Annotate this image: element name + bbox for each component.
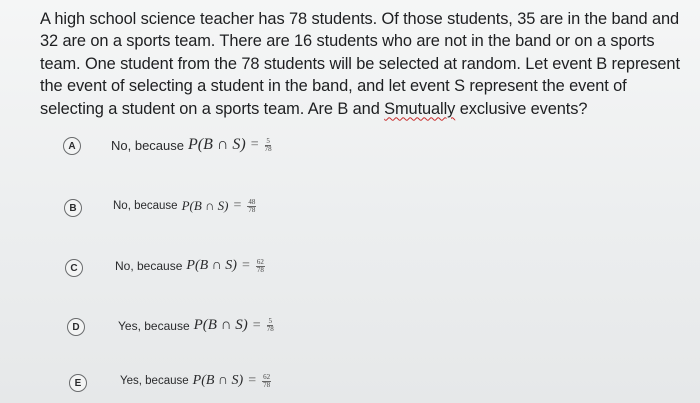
option-a-text[interactable] [111,136,272,154]
option-a-expression: P(B ∩ S) [188,136,246,153]
option-b-equals: = [233,198,242,213]
option-a-prefix: No, because [111,137,184,153]
option-c-equals: = [241,258,250,273]
option-c-fraction [256,259,265,274]
option-d-prefix: Yes, because [118,318,190,333]
option-e-fraction [262,374,271,389]
misspelled-word: Smutually [384,99,456,118]
option-c-expression: P(B ∩ S) [186,258,237,273]
option-b-prefix: No, because [113,200,178,212]
option-c-text[interactable] [115,258,265,274]
option-b-bubble[interactable]: B [64,199,82,217]
option-b-fraction [247,199,256,214]
option-e-denominator: 78 [263,380,271,389]
option-c[interactable] [65,255,83,281]
option-d-equals: = [252,317,261,333]
option-c-denominator: 78 [256,265,264,274]
option-d-denominator: 78 [266,325,274,333]
option-e-text[interactable] [120,373,271,389]
option-d-text[interactable] [118,317,274,334]
option-b-numerator: 48 [248,197,256,206]
option-e-equals: = [248,373,257,388]
option-c-numerator: 62 [256,257,264,266]
option-a-equals: = [250,137,259,152]
option-c-bubble[interactable]: C [65,259,83,277]
option-b-expression: P(B ∩ S) [181,198,229,213]
option-e-prefix: Yes, because [120,375,189,387]
option-a-bubble[interactable]: A [63,137,81,155]
option-a-denominator: 78 [264,144,272,153]
question-text-end: exclusive events? [455,99,588,118]
option-e-expression: P(B ∩ S) [192,373,244,388]
option-a[interactable] [63,133,81,159]
option-d-bubble[interactable]: D [67,318,85,336]
option-e[interactable] [69,370,87,396]
option-b[interactable] [64,195,82,221]
option-d-fraction [267,318,274,333]
option-b-text[interactable] [113,198,256,214]
option-a-numerator: 5 [266,136,270,145]
option-e-numerator: 62 [263,372,271,381]
option-e-bubble[interactable]: E [69,374,87,392]
option-d[interactable] [67,314,85,340]
option-d-numerator: 5 [268,317,272,325]
option-a-fraction [265,138,272,153]
question-text-main: A high school science teacher has 78 students. Of those students, 35 are in the band and 32 are on a sports team. There are 16 students who are not in the band or on a sports team. One student from the 78 students will be selected at random. Let event B represent the event of selecting a student in the band, and let event S represent the event of selecting a student on a sports team. Are B and [40,10,680,118]
option-d-expression: P(B ∩ S) [193,317,248,333]
question-text [40,8,685,120]
option-b-denominator: 78 [248,205,256,214]
option-c-prefix: No, because [115,259,183,273]
